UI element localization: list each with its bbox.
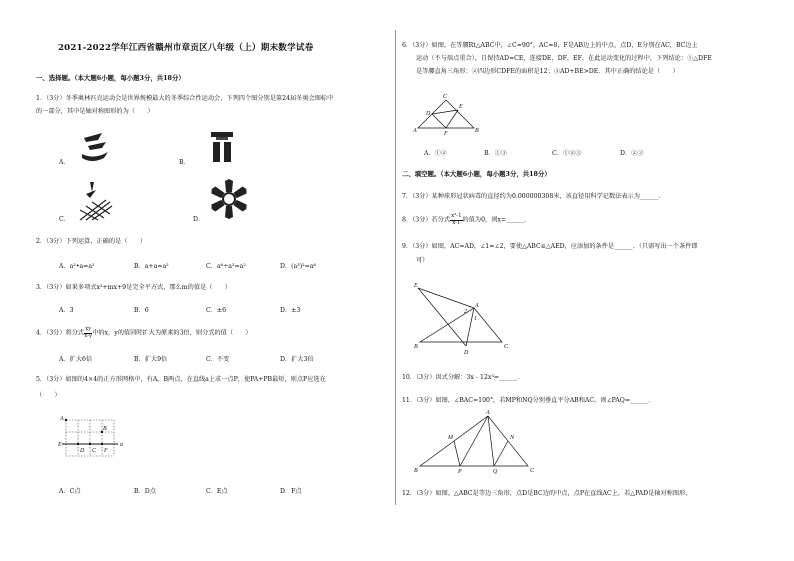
q6-label-f: F [444, 131, 448, 137]
q5-grid-figure [58, 412, 128, 468]
q12-stem: 12．（3分）如图，△ABC是等边三角形，点D是BC边的中点，点P在直线AC上，若△PAD是轴对称图形， [402, 490, 692, 497]
q6-option-b: B．①③ [484, 150, 508, 157]
q6-option-c: C．①②③ [552, 150, 582, 157]
q4-stem [36, 327, 252, 339]
q4-fraction-num: xy [85, 326, 92, 332]
curling-stone-icon [208, 130, 236, 164]
q5-label-f: F [104, 448, 108, 454]
column-divider [395, 30, 396, 505]
q8-fraction [450, 214, 462, 226]
q4-option-c: C．不变 [206, 356, 230, 363]
q9-label-b: B [414, 344, 418, 350]
speed-skating-icon [80, 130, 114, 166]
q2-option-d: D．(a³)²=a⁶ [280, 263, 316, 270]
q1-option-d: D． [193, 216, 205, 223]
q9-label-c: C [504, 344, 509, 350]
q5-label-b: B [103, 426, 107, 432]
q5-option-a: A．C点 [59, 488, 81, 495]
q6-label-d: D [426, 111, 431, 117]
q1-option-c: C． [59, 216, 70, 223]
left-column [36, 0, 388, 561]
q5-label-d: D [80, 448, 85, 454]
q3-stem: 3．（3分）如果多项式x²+mx+9是完全平方式，那么m的值是（ ） [36, 284, 231, 291]
q6-option-a: A．①② [424, 150, 448, 157]
q4-fraction [84, 327, 92, 339]
q3-option-b: B．6 [134, 307, 149, 314]
q11-label-n: N [510, 435, 515, 441]
q9-label-e: E [414, 283, 418, 289]
q1-stem-line1: 1．（3分）冬季奥林匹克运动会是世界规模最大的冬季综合性运动会，下列四个图分别是第24届冬奥会图标中 [36, 95, 334, 102]
q3-option-a: A．3 [59, 307, 74, 314]
q5-label-e: E [58, 442, 62, 448]
q9-label-2: 2 [464, 309, 467, 315]
q6-label-b: B [475, 128, 479, 134]
q4-option-b: B．扩大9倍 [134, 356, 168, 363]
snowflake-icon [208, 178, 250, 220]
q4-option-a: A．扩大6倍 [59, 356, 93, 363]
q9-stem-line1: 9．（3分）如图，AC=AD，∠1=∠2，要使△ABC≌△AED，应添加的条件是______．（只需写出一个条件即 [402, 243, 698, 250]
q8-stem-pre: 8．（3分）若分式 [402, 216, 451, 224]
q8-stem [402, 214, 531, 226]
q6-stem-line2: 运动（不与端点重合），且保持AD=CE，连接DE，DF，EF．在此运动变化的过程中，下列结论：①△DFE [416, 55, 712, 62]
q3-option-d: D．±3 [280, 307, 301, 314]
section-fill-heading: 二、填空题。（本大题6小题，每小题3分，共18分） [402, 170, 551, 178]
q1-option-a: A． [59, 159, 70, 166]
q6-triangle-figure [412, 92, 482, 136]
q5-stem-line1: 5．（3分）如图的4×4的正方形网格中，有A、B两点，在直线a上求一点P，使PA+PB最短，则点P应选在 [36, 376, 326, 383]
q5-option-c: C．E点 [206, 488, 228, 495]
q5-option-b: B．D点 [134, 488, 156, 495]
q10-stem: 10．（3分）因式分解：3x﹣12x³=______． [402, 374, 524, 381]
q2-stem: 2．（3分）下列运算，正确的是（ ） [36, 238, 146, 245]
q9-stem-line2: 可） [416, 257, 429, 264]
q1-option-b: B． [179, 159, 190, 166]
q11-label-m: M [448, 435, 453, 441]
q2-option-b: B．a+a=a² [134, 263, 169, 270]
ski-jump-icon [76, 180, 114, 222]
q11-label-b: B [414, 468, 418, 474]
q9-label-d: D [464, 350, 469, 356]
q4-fraction-den: x-y [84, 332, 93, 339]
q4-option-d: D．扩大3倍 [280, 356, 314, 363]
right-column [402, 0, 762, 561]
q2-option-a: A．a²•a=a² [59, 263, 95, 270]
q4-stem-post: 中的x，y的值同时扩大为原来的3倍，则分式的值（ ） [92, 329, 252, 337]
q9-label-1: 1 [474, 316, 477, 322]
q11-label-c: C [530, 468, 535, 474]
q11-label-a: A [486, 410, 490, 416]
q5-label-a: A [60, 416, 64, 422]
q4-stem-pre: 4．（3分）将分式 [36, 329, 85, 337]
q6-option-d: D．②③ [620, 150, 644, 157]
q11-stem: 11．（3分）如图，∠BAC=100°，若MP和NQ分别垂直平分AB和AC，则∠PAQ=______． [402, 397, 655, 404]
q6-label-e: E [459, 104, 463, 110]
q6-stem-line3: 是等腰直角三角形；②四边形CDFE的面积是12；③AD+BE>DE．其中正确的结论是（ ） [416, 68, 679, 75]
q8-fraction-num: x²-1 [451, 213, 462, 219]
q5-label-line-a: a [120, 442, 123, 448]
q6-label-a: A [413, 128, 417, 134]
page-title: 2021-2022学年江西省赣州市章贡区八年级（上）期末数学试卷 [58, 43, 314, 53]
q8-fraction-den: x-1 [452, 219, 461, 226]
q1-stem-line2: 的一部分，其中是轴对称图形的为（ ） [36, 108, 154, 115]
q7-stem: 7．（3分）某种球形冠状病毒的直径约为0.000000308米，该直径用科学记数法表示为______． [402, 193, 665, 200]
q8-stem-post: 的值为0，则x=______． [462, 216, 531, 224]
q9-label-a: A [475, 303, 479, 309]
q11-label-q: Q [493, 469, 498, 475]
q11-triangle-figure [414, 410, 538, 474]
q5-stem-line2: （ ） [36, 392, 61, 399]
q3-option-c: C．±6 [206, 307, 227, 314]
section-choice-heading: 一、选择题。（本大题6小题，每小题3分，共18分） [36, 74, 185, 82]
q5-label-c: C [92, 448, 97, 454]
q6-stem-line1: 6．（3分）如图，在等腰Rt△ABC中，∠C=90°，AC=8，F是AB边上的中点，点D，E分别在AC，BC边上 [402, 42, 698, 49]
q5-option-d: D．F点 [280, 488, 302, 495]
q6-label-c: C [443, 94, 448, 100]
q9-triangle-figure [414, 280, 518, 356]
q2-option-c: C．a⁶÷a³=a² [206, 263, 246, 270]
q11-label-p: P [458, 469, 462, 475]
